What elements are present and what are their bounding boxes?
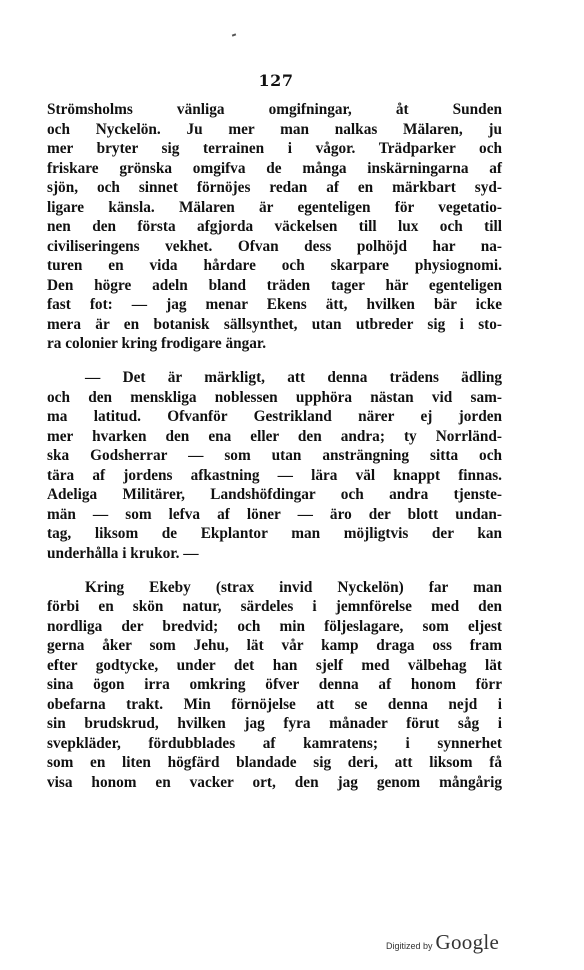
text-line: sin brudskrud, hvilken jag fyra månader förut såg i [47, 715, 502, 732]
text-line: och den menskliga noblessen upphöra nästan vid sam- [47, 388, 502, 406]
text-line: och Nyckelön. Ju mer man nalkas Mälaren, ju [47, 120, 502, 138]
text-line: gerna åker som Jehu, lät vår kamp draga oss fram [47, 637, 502, 654]
text-line: obefarna trakt. Min förnöjelse att se denna nejd i [47, 695, 502, 713]
text-line: mer hvarken den ena eller den andra; ty Norrländ- [47, 427, 502, 445]
text-line: turen en vida hårdare och skarpare physiognomi. [47, 257, 502, 274]
text-line: mer bryter sig terrainen i vågor. Trädparker och [47, 140, 502, 157]
paragraph-1 [47, 100, 502, 354]
text-line: nordliga der bredvid; och min följeslagare, som eljest [47, 617, 502, 635]
google-logo: Google [435, 930, 500, 954]
text-line: tag, liksom de Ekplantor man möjligtvis der kan [47, 525, 502, 542]
ink-speck [232, 33, 236, 36]
text-line: nen den första afgjorda väckelsen till lux och till [47, 218, 502, 235]
text-line: ra colonier kring frodigare ängar. [47, 335, 267, 352]
paragraph-2 [47, 368, 502, 563]
digitized-by-label: Digitized by [386, 941, 433, 951]
text-line: Adeliga Militärer, Landshöfdingar och andra tjenste- [47, 486, 502, 503]
text-line: efter godtycke, under det han sjelf med välbehag lät [47, 656, 502, 674]
text-line: visa honom en vacker ort, den jag genom mångårig [47, 773, 502, 791]
body-text [47, 100, 502, 792]
text-line: Den högre adeln bland träden tager här egenteligen [47, 276, 502, 294]
text-line: Kring Ekeby (strax invid Nyckelön) far man [85, 578, 502, 596]
text-line: svepkläder, fördubblades af kamratens; i synnerhet [47, 734, 502, 752]
text-line: förbi en skön natur, särdeles i jemnförelse med den [47, 598, 502, 615]
text-line: underhålla i krukor. — [47, 544, 199, 562]
text-line: tära af jordens afkastning — lära väl knappt finnas. [47, 466, 502, 484]
text-line: som en liten högfärd blandade sig deri, att liksom få [47, 754, 502, 771]
text-line: friskare grönska omgifva de många inskärningarna af [47, 159, 502, 177]
text-line: fast fot: — jag menar Ekens ätt, hvilken bär icke [47, 296, 502, 313]
text-line: — Det är märkligt, att denna trädens ädling [85, 369, 502, 386]
text-line: sjön, och sinnet förnöjes redan af en märkbart syd- [47, 179, 502, 196]
text-line: ma latitud. Ofvanför Gestrikland närer ej jorden [47, 408, 502, 425]
text-line: män — som lefva af löner — äro der blott undan- [47, 505, 502, 523]
digitization-watermark [386, 930, 499, 955]
page-number: 127 [258, 71, 294, 90]
text-line: ligare känsla. Mälaren är egenteligen för vegetatio- [47, 198, 502, 216]
text-line: mera är en botanisk sällsynthet, utan utbreder sig i sto- [47, 315, 502, 333]
text-line: sina ögon irra omkring öfver denna af honom förr [47, 676, 502, 693]
text-line: ska Godsherrar — som utan ansträngning sitta och [47, 447, 502, 464]
text-line: Strömsholms vänliga omgifningar, åt Sunden [47, 101, 502, 118]
paragraph-3 [47, 578, 502, 793]
text-line: civiliseringens vekhet. Ofvan dess polhöjd har na- [47, 237, 502, 255]
